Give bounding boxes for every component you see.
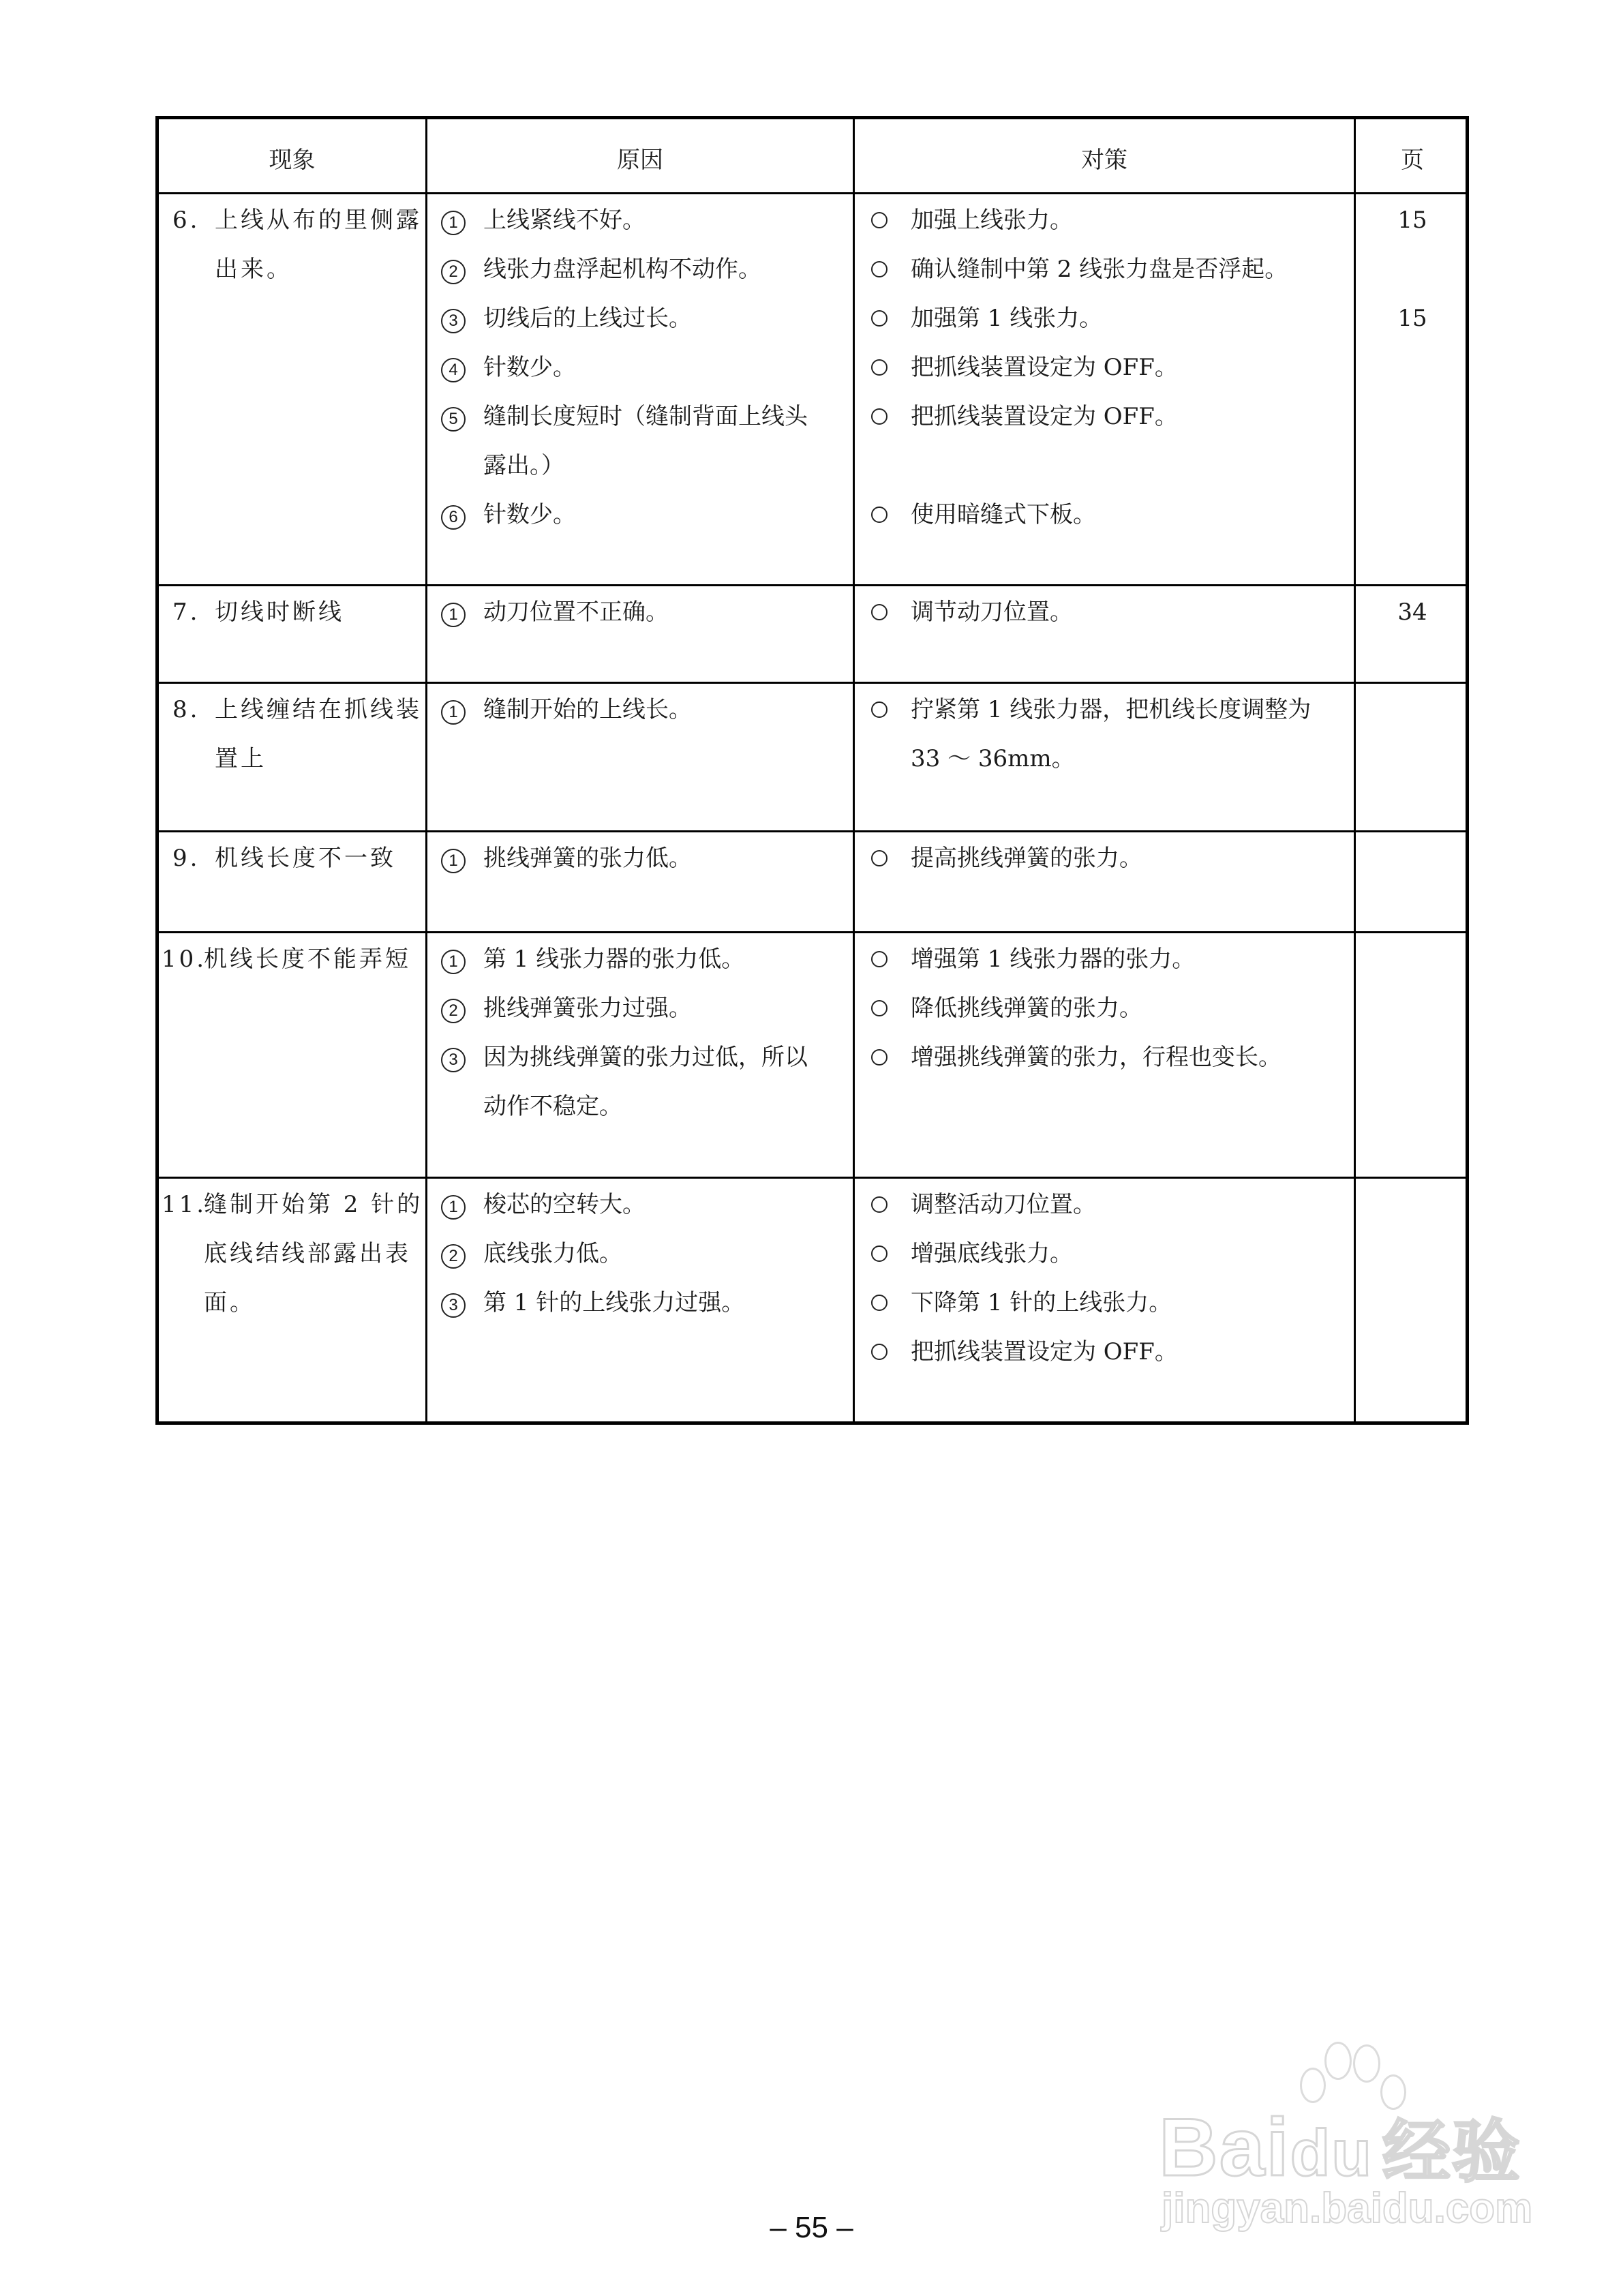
cause-text: 第 1 针的上线张力过强。 xyxy=(483,1289,745,1316)
cause-item xyxy=(441,1180,846,1229)
phenomenon-line: 置上 xyxy=(215,745,267,772)
phenomenon-text: 上线缠结在抓线装 xyxy=(215,696,422,723)
cause-item xyxy=(441,1229,846,1278)
circled-number-2: 2 xyxy=(441,260,466,284)
circle-bullet-icon xyxy=(871,261,888,277)
cause-text: 动刀位置不正确。 xyxy=(483,599,669,626)
countermeasure-cell xyxy=(855,1180,1354,1423)
countermeasure-text: 使用暗缝式下板。 xyxy=(911,501,1096,528)
circled-number-1: 1 xyxy=(441,211,466,235)
circled-number-3: 3 xyxy=(441,1293,466,1318)
circle-bullet-icon xyxy=(868,984,911,1033)
phenomenon-line xyxy=(172,834,425,883)
phenomenon-line: 底线结线部露出表 xyxy=(204,1240,411,1267)
cause-text: 第 1 线张力器的张力低。 xyxy=(483,946,745,973)
circled-number-1: 1 xyxy=(441,700,466,725)
circle-bullet-icon xyxy=(868,1278,911,1328)
countermeasure-text: 增强第 1 线张力器的张力。 xyxy=(911,946,1196,973)
cause-item xyxy=(441,834,846,883)
page-cell xyxy=(1356,588,1469,683)
phenomenon-text: 切线时断线 xyxy=(215,599,344,626)
cause-item xyxy=(441,490,846,539)
circled-number-icon xyxy=(441,343,483,392)
circled-number-2: 2 xyxy=(441,999,466,1023)
cause-text: 上线紧线不好。 xyxy=(483,207,646,234)
phenomenon-cell xyxy=(159,935,425,1178)
countermeasure-item xyxy=(868,734,1348,783)
countermeasure-item xyxy=(868,588,1348,637)
circle-bullet-icon xyxy=(871,408,888,425)
countermeasure-text: 增强挑线弹簧的张力，行程也变长。 xyxy=(911,1044,1281,1071)
circled-number-icon xyxy=(441,490,483,539)
countermeasure-cell xyxy=(855,685,1354,832)
circled-number-icon xyxy=(441,1180,483,1229)
countermeasure-cell xyxy=(855,196,1354,586)
countermeasure-text: 调节动刀位置。 xyxy=(911,599,1073,626)
countermeasure-text: 增强底线张力。 xyxy=(911,1240,1073,1267)
circle-bullet-icon xyxy=(871,1245,888,1262)
cause-cell xyxy=(427,685,853,832)
circle-bullet-icon xyxy=(868,1327,911,1377)
circle-bullet-icon xyxy=(871,1295,888,1311)
page-cell xyxy=(1356,935,1469,1178)
header-cause: 原因 xyxy=(617,146,663,174)
cause-item xyxy=(441,588,846,637)
countermeasure-item xyxy=(868,1180,1348,1230)
phenomenon-line: 面。 xyxy=(204,1289,256,1316)
circled-number-1: 1 xyxy=(441,1195,466,1220)
baidu-watermark xyxy=(1152,2042,1534,2232)
countermeasure-text: 加强第 1 线张力。 xyxy=(911,305,1103,332)
countermeasure-cell xyxy=(855,588,1354,683)
countermeasure-text: 把抓线装置设定为 OFF。 xyxy=(911,1338,1178,1365)
circled-number-1: 1 xyxy=(441,603,466,627)
page-cell xyxy=(1356,1180,1469,1423)
cause-cell xyxy=(427,834,853,933)
phenomenon-text: 上线从布的里侧露 xyxy=(215,207,422,234)
circle-bullet-icon xyxy=(871,212,888,228)
watermark-url: jingyan.baidu.com xyxy=(1162,2185,1533,2232)
countermeasure-text: 拧紧第 1 线张力器，把机线长度调整为 xyxy=(911,696,1311,723)
circle-bullet-icon xyxy=(871,310,888,327)
countermeasure-text: 33 ～ 36mm。 xyxy=(911,745,1075,772)
cause-text: 缝制长度短时（缝制背面上线头 xyxy=(483,403,808,430)
cause-item xyxy=(441,392,846,441)
header-phenomenon: 现象 xyxy=(269,146,316,174)
countermeasure-text: 确认缝制中第 2 线张力盘是否浮起。 xyxy=(911,256,1288,283)
countermeasure-item xyxy=(868,685,1348,735)
circled-number-icon xyxy=(441,1278,483,1327)
circled-number-icon xyxy=(441,245,483,294)
cause-item xyxy=(441,984,846,1033)
cause-text: 底线张力低。 xyxy=(483,1240,622,1267)
cause-item xyxy=(441,1033,846,1082)
countermeasure-item xyxy=(868,294,1348,344)
circled-number-2: 2 xyxy=(441,1244,466,1269)
cause-text: 露出。） xyxy=(483,452,564,479)
phenomenon-cell xyxy=(159,588,425,683)
countermeasure-item xyxy=(868,984,1348,1033)
countermeasure-cell xyxy=(855,834,1354,933)
cause-item xyxy=(441,685,846,734)
circle-bullet-icon xyxy=(871,1000,888,1016)
phenomenon-line: 出来。 xyxy=(215,256,292,283)
countermeasure-text: 把抓线装置设定为 OFF。 xyxy=(911,403,1178,430)
countermeasure-item xyxy=(868,392,1348,442)
page-reference: 15 xyxy=(1397,207,1427,234)
phenomenon-number: 6. xyxy=(172,207,200,234)
circle-bullet-icon xyxy=(868,196,911,245)
countermeasure-text: 加强上线张力。 xyxy=(911,207,1073,234)
phenomenon-cell xyxy=(159,685,425,832)
cause-item xyxy=(441,1278,846,1327)
countermeasure-item xyxy=(868,490,1348,540)
circled-number-3: 3 xyxy=(441,1048,466,1072)
circled-number-icon xyxy=(441,1033,483,1082)
cause-text: 动作不稳定。 xyxy=(483,1093,622,1120)
circle-bullet-icon xyxy=(871,701,888,718)
circle-bullet-icon xyxy=(871,1049,888,1066)
phenomenon-text: 机线长度不能弄短 xyxy=(204,946,411,973)
page-cell xyxy=(1356,685,1469,832)
circled-number-1: 1 xyxy=(441,849,466,873)
cause-cell xyxy=(427,935,853,1178)
countermeasure-text: 下降第 1 针的上线张力。 xyxy=(911,1289,1172,1316)
cause-text: 梭芯的空转大。 xyxy=(483,1191,646,1218)
phenomenon-number: 8. xyxy=(172,696,200,723)
phenomenon-number: 10. xyxy=(162,946,207,973)
cause-text: 缝制开始的上线长。 xyxy=(483,696,692,723)
page-reference: 34 xyxy=(1397,599,1427,626)
countermeasure-item xyxy=(868,245,1348,294)
cause-text: 挑线弹簧的张力低。 xyxy=(483,845,692,872)
circle-bullet-icon xyxy=(868,294,911,344)
cause-item xyxy=(441,343,846,392)
circled-number-icon xyxy=(441,685,483,734)
page-reference: 15 xyxy=(1397,305,1427,332)
cause-text: 因为挑线弹簧的张力过低，所以 xyxy=(483,1044,808,1071)
circle-bullet-icon xyxy=(868,1033,911,1083)
cause-item xyxy=(441,294,846,343)
circled-number-icon xyxy=(441,984,483,1033)
circle-bullet-icon xyxy=(871,507,888,523)
cause-cell xyxy=(427,1180,853,1423)
circle-bullet-icon xyxy=(868,685,911,735)
countermeasure-item xyxy=(868,935,1348,984)
cause-text: 针数少。 xyxy=(483,354,576,381)
circle-bullet-icon xyxy=(868,1180,911,1230)
circle-bullet-icon xyxy=(868,588,911,637)
cause-item xyxy=(441,935,846,984)
cause-text: 线张力盘浮起机构不动作。 xyxy=(483,256,761,283)
countermeasure-text: 把抓线装置设定为 OFF。 xyxy=(911,354,1178,381)
countermeasure-item xyxy=(868,1229,1348,1279)
circled-number-icon xyxy=(441,1229,483,1278)
phenomenon-line xyxy=(172,685,425,734)
circle-bullet-icon xyxy=(868,834,911,883)
cause-item xyxy=(441,441,846,490)
circle-bullet-icon xyxy=(868,245,911,294)
countermeasure-item xyxy=(868,834,1348,883)
phenomenon-text: 机线长度不一致 xyxy=(215,845,396,872)
circled-number-1: 1 xyxy=(441,950,466,974)
phenomenon-cell xyxy=(159,196,425,586)
circle-bullet-icon xyxy=(871,604,888,620)
circle-bullet-icon xyxy=(868,1229,911,1279)
circled-number-3: 3 xyxy=(441,309,466,333)
phenomenon-number: 9. xyxy=(172,845,200,872)
circle-bullet-icon xyxy=(871,359,888,376)
circle-bullet-icon xyxy=(871,1344,888,1360)
cause-text: 挑线弹簧张力过强。 xyxy=(483,995,692,1022)
circled-number-6: 6 xyxy=(441,505,466,530)
circled-number-4: 4 xyxy=(441,358,466,382)
watermark-logo: Baidu 经验 xyxy=(1159,2102,1522,2193)
phenomenon-line xyxy=(172,588,425,637)
circled-number-icon xyxy=(441,834,483,883)
cause-text: 针数少。 xyxy=(483,501,576,528)
circled-number-icon xyxy=(441,588,483,637)
countermeasure-item xyxy=(868,1327,1348,1377)
phenomenon-line xyxy=(162,935,425,984)
phenomenon-text: 缝制开始第 2 针的 xyxy=(204,1191,423,1218)
circle-bullet-icon xyxy=(868,343,911,393)
phenomenon-line xyxy=(162,1180,425,1229)
circle-bullet-icon xyxy=(868,935,911,984)
circled-number-icon xyxy=(441,935,483,984)
circled-number-icon xyxy=(441,196,483,245)
phenomenon-number: 11. xyxy=(162,1191,207,1218)
cause-item xyxy=(441,196,846,245)
page-number: – 55 – xyxy=(770,2211,853,2244)
countermeasure-item xyxy=(868,196,1348,245)
cause-cell xyxy=(427,588,853,683)
countermeasure-item xyxy=(868,1033,1348,1083)
circle-bullet-icon xyxy=(871,850,888,866)
cause-item xyxy=(441,245,846,294)
circled-number-icon xyxy=(441,392,483,441)
header-page: 页 xyxy=(1401,146,1424,174)
circle-bullet-icon xyxy=(868,490,911,540)
troubleshooting-table xyxy=(155,116,1469,1425)
countermeasure-item xyxy=(868,343,1348,393)
phenomenon-cell xyxy=(159,834,425,933)
circled-number-icon xyxy=(441,294,483,343)
phenomenon-line xyxy=(172,196,425,245)
header-countermeasure: 对策 xyxy=(1081,146,1127,174)
phenomenon-cell xyxy=(159,1180,425,1423)
countermeasure-text: 调整活动刀位置。 xyxy=(911,1191,1096,1218)
phenomenon-number: 7. xyxy=(172,599,200,626)
cause-text: 切线后的上线过长。 xyxy=(483,305,692,332)
cause-item xyxy=(441,1082,846,1131)
circle-bullet-icon xyxy=(871,951,888,967)
circle-bullet-icon xyxy=(868,392,911,442)
circle-bullet-icon xyxy=(871,1196,888,1213)
page-cell xyxy=(1356,834,1469,933)
countermeasure-text: 降低挑线弹簧的张力。 xyxy=(911,995,1142,1022)
countermeasure-cell xyxy=(855,935,1354,1178)
countermeasure-text: 提高挑线弹簧的张力。 xyxy=(911,845,1142,872)
circled-number-5: 5 xyxy=(441,407,466,432)
page-cell xyxy=(1356,196,1469,586)
countermeasure-item xyxy=(868,1278,1348,1328)
cause-cell xyxy=(427,196,853,586)
